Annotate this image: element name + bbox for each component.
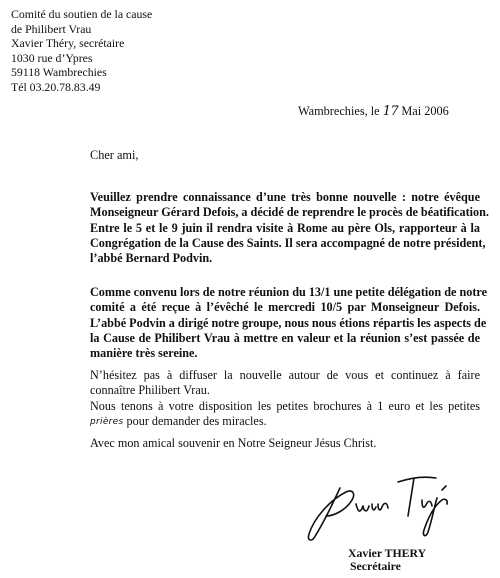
text-line: Entre le 5 et le 9 juin il rendra visite à Rome au père Ols, rapporteur à la — [90, 220, 480, 235]
sender-line: Tél 03.20.78.83.49 — [11, 79, 101, 94]
paragraph-announcement — [90, 190, 489, 266]
text-line: Nous tenons à votre disposition les petites brochures à 1 euro et les petites — [90, 398, 480, 413]
sender-line: 1030 rue d’Ypres — [11, 50, 93, 65]
handwritten-day: 17 — [382, 104, 399, 119]
sender-line: de Philibert Vrau — [11, 21, 92, 36]
text-line: Monseigneur Gérard Defois, a décidé de reprendre le procès de béatification. — [90, 205, 489, 220]
text-line: Comme convenu lors de notre réunion du 13/1 une petite délégation de notre — [90, 285, 487, 299]
text-line: Avec mon amical souvenir en Notre Seigneur Jésus Christ. — [90, 436, 377, 450]
text-line — [90, 414, 480, 430]
signer-name: Xavier THERY — [348, 546, 427, 560]
date-line — [298, 104, 449, 119]
text-line: Veuillez prendre connaissance d’une très bonne nouvelle : notre évêque — [90, 190, 480, 204]
text-line: Congrégation de la Cause des Saints. Il sera accompagné de notre président, — [90, 235, 486, 250]
sender-line: Comité du soutien de la cause — [11, 7, 153, 21]
text-fragment: pour demander des miracles. — [126, 413, 267, 428]
text-line: comité a été reçue à l’évêché le mercredi 10/5 par Monseigneur Defois. — [90, 300, 480, 315]
sender-line: 59118 Wambrechies — [11, 65, 107, 80]
salutation: Cher ami, — [90, 148, 139, 162]
date-suffix: Mai 2006 — [401, 104, 449, 118]
text-line: la Cause de Philibert Vrau à mettre en valeur et la réunion s’est passée de — [90, 330, 480, 345]
sender-line: Xavier Théry, secrétaire — [11, 36, 125, 51]
text-line: connaître Philibert Vrau. — [90, 383, 210, 398]
sender-address-block — [11, 7, 152, 95]
text-line: manière très sereine. — [90, 346, 198, 361]
handwritten-word: prières — [90, 416, 124, 427]
date-prefix: Wambrechies, le — [298, 104, 380, 118]
signer-block — [348, 547, 426, 573]
handwritten-signature — [300, 460, 470, 545]
paragraph-meeting — [90, 285, 487, 361]
signer-role: Secrétaire — [350, 559, 401, 573]
paragraph-brochures — [90, 368, 480, 430]
text-line: N’hésitez pas à diffuser la nouvelle autour de vous et continuez à faire — [90, 368, 480, 382]
text-line: L’abbé Podvin a dirigé notre groupe, nous nous étions répartis les aspects de — [90, 315, 487, 330]
text-line: l’abbé Bernard Podvin. — [90, 251, 213, 266]
closing-line — [90, 436, 480, 451]
